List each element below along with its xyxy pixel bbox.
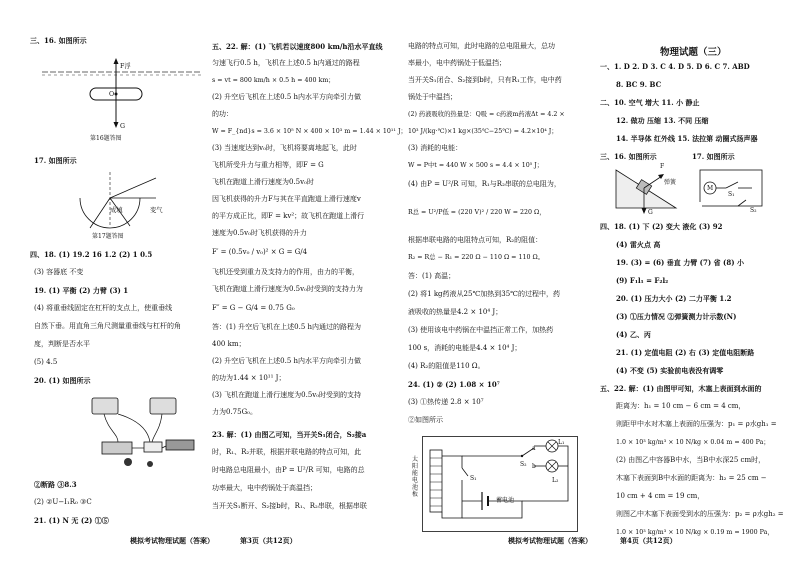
answers-line-18: 则距甲中水对木塞上表面的压强为：p₁ = ρ水gh₁ = [616,420,777,428]
answers-line-3: 二、10. 空气 增大 11. 小 静止 [600,98,700,107]
answers-line-12: (3) ①压力情况 ②弹簧测力计示数(N) [616,312,737,321]
left-footer-name: 模拟考试物理试题（答案） [130,536,214,545]
q22-line-19: (2) 升空后飞机在上述0.5 h内水平方向牵引力做 [212,357,362,365]
q18-line-2: (3) 容器底 不变 [34,268,84,276]
q16-heading: 三、16. 如图所示 [30,36,87,45]
q22-line-20: 的功为1.44 × 10¹¹ J； [212,374,286,382]
q23-cont-line-11: 根据串联电路的电阻特点可知，R₂的阻值： [408,236,543,244]
q17-caption: 第17题答图 [92,233,124,240]
answers-line-17: 距离为：h₁ = 10 cm − 6 cm = 4 cm， [616,402,746,410]
q22-line-16: F″ = G − G/4 = 0.75 G₀ [212,304,295,312]
q20-circuit-diagram [88,390,198,474]
answers-line-5: 14. 半导体 红外线 15. 法拉第 动圈式扬声器 [616,134,758,143]
q23-cont-line-8: W = P中t = 440 W × 500 s = 4.4 × 10⁵ J； [408,162,544,169]
answers-line-16: 五、22. 解：(1) 由图甲可知，木塞上表面到水面的 [600,384,762,393]
answers-line-20: (2) 由图乙中容器B中水，当B中水深25 cm时， [616,456,766,464]
answers-line-1: 一、1. D 2. D 3. C 4. D 5. D 6. C 7. ABD [600,62,750,71]
answers-line-6a: 三、16. 如图所示 [600,152,657,161]
answers-line-14: 21. (1) 定值电阻 (2) 右 (3) 定值电阻断路 [616,348,755,357]
q23-cont-line-13: 答：(1) 高温； [408,272,456,280]
answers-line-19: 1.0 × 10³ kg/m³ × 10 N/kg × 0.04 m = 400 Pa； [616,439,770,446]
answers-line-11: 20. (1) 压力大小 (2) 二力平衡 1.2 [616,294,732,303]
q22-line-3: s = vt = 800 km/h × 0.5 h = 400 km； [212,77,335,84]
answers-line-10: (9) F₁l₁ = F₂l₂ [616,276,669,285]
q23-cont-line-17: 100 s，消耗的电能是4.4 × 10⁴ J； [408,344,522,352]
q24-battery-label: 蓄电池 [496,497,515,504]
q24-b-label: b [532,463,536,470]
q17-s1-label: S₁ [728,191,735,198]
answers-line-23: 则图乙中木塞下表面受到水的压强为：p₂ = ρ水gh₂ = [616,510,784,518]
q22-line-9: 飞机在跑道上滑行速度为0.5v₀时 [212,178,314,186]
answers-line-8: (4) 雷火点 高 [616,240,661,249]
answers-line-21: 木塞下表面到B中水面的距离为：h₂ = 25 cm − [616,474,767,482]
q24-line-1: 24. (1) ② (2) 1.08 × 10⁷ [408,380,500,389]
q23-cont-line-6: 10³ J/(kg·℃)×1 kg×(35℃−25℃) = 4.2×10⁴ J； [408,128,558,135]
right-footer-page: 第4页（共12页） [620,536,677,545]
q23-cont-line-9: (4) 由P = U²/R 可知，R₁与R₂串联的总电阻为， [408,180,561,188]
q20-line-1: 20. (1) 如图所示 [34,376,91,385]
q22-line-12: 速度为0.5v₀时飞机获得的升力 [212,229,307,237]
right-page [400,0,800,566]
q23-line-2: 时，R₁、R₂并联，根据并联电路的特点可知，此 [212,448,362,456]
q23-cont-line-4: 锅处于中温挡； [408,93,457,101]
q23-cont-line-10: R总 = U²/P低 = (220 V)² / 220 W = 220 Ω， [408,209,546,216]
q24-s1-label: S₁ [470,475,477,482]
q22-line-17: 答：(1) 升空后飞机在上述0.5 h内通过的路程为 [212,323,362,331]
q22-line-10: 因飞机获得的升力F与其在平直跑道上滑行速度v [212,195,361,203]
q16-buoyancy-label: F浮 [120,63,131,70]
q23-line-4: 功率最大，电中药锅处于高温挡； [212,484,317,492]
q16-incline-diagram [614,164,680,216]
right-footer-name: 模拟考试物理试题（答案） [508,536,592,545]
q16-force-label: F [660,163,665,170]
q21-line-1: 21. (1) N 无 (2) ①⑤ [34,516,109,525]
q24-s2-label: S₂ [520,461,527,468]
answers-line-4: 12. 做功 压缩 13. 不同 压缩 [616,116,709,125]
q20-line-2: ②断路 ③8.3 [34,480,77,489]
q16-center-label: O [109,91,115,98]
answers-line-24: 1.0 × 10³ kg/m³ × 10 N/kg × 0.19 m = 1900 Pa， [616,529,774,536]
q22-line-21: (3) 飞机在跑道上滑行速度为0.5v₀时受到的支持 [212,391,362,399]
q23-cont-line-3: 当开关S₁闭合、S₂接到b时，只有R₁工作，电中药 [408,76,562,84]
q23-cont-line-15: 液吸收的热量是4.2 × 10⁴ J； [408,308,503,316]
q22-line-2: 匀速飞行0.5 h，飞机在上述0.5 h内通过的路程 [212,59,360,67]
q22-line-18: 400 km； [212,340,246,348]
q22-line-1: 五、22. 解：(1) 飞机若以速度800 km/h沿水平直线 [212,42,383,51]
q17-label-2: 变气 [150,207,163,214]
q19-line-3: 自然下垂。用直角三角尺测量重垂线与杠杆的角 [34,322,181,330]
q22-line-11: 的平方成正比，即F = kv²；故飞机在跑道上滑行 [212,212,365,220]
q19-line-5: (5) 4.5 [34,358,58,366]
q22-line-8: 飞机所受升力与重力相等，即F = G [212,161,324,169]
q24-l2-label: L₂ [552,477,559,484]
q23-cont-line-16: (3) 使用该电中药锅在中温挡正常工作，加热药 [408,326,554,334]
q22-line-4: (2) 升空后飞机在上述0.5 h内水平方向牵引力做 [212,93,362,101]
answers-line-6b: 17. 如图所示 [692,152,735,161]
q23-cont-line-12: R₂ = R总 − R₁ = 220 Ω − 110 Ω = 110 Ω。 [408,254,544,261]
q24-line-3: ②如图所示 [408,416,443,424]
q17-motor-label: M [707,185,714,192]
answers-line-13: (4) 乙、丙 [616,330,651,339]
answers-line-7: 四、18. (1) 下 (2) 变大 液化 (3) 92 [600,222,723,231]
q22-line-7: (3) 当速度达到v₀时，飞机将要离地起飞，此时 [212,144,357,152]
q23-cont-line-1: 电路的特点可知，此时电路的总电阻最大，总功 [408,42,555,50]
q17-s2-label: S₂ [750,207,757,214]
q22-line-22: 力为0.75G₀。 [212,408,257,416]
left-footer-page: 第3页（共12页） [240,536,297,545]
q24-line-2: (3) ①热传递 2.8 × 10⁷ [408,398,484,406]
q22-line-13: F′ = (0.5v₀ / v₀)² × G = G/4 [212,248,308,256]
q23-cont-line-14: (2) 将1 kg药液从25℃加热到35℃的过程中，药 [408,290,561,298]
q16-g-label: G [648,209,653,216]
answers-line-9: 19. (3) = (6) 垂直 力臂 (7) 省 (8) 小 [616,258,744,267]
answers-line-15: (4) 不变 (5) 实验前电表没有调零 [616,366,724,375]
q20-line-3: (2) ②U−I₁R₀ ③C [34,498,92,506]
q19-line-2: (4) 将重垂线固定在杠杆的支点上，使重垂线 [34,304,173,312]
q16-caption: 第16题答图 [90,135,122,142]
answers-line-22: 10 cm + 4 cm = 19 cm， [616,492,705,500]
q17-heading: 17. 如图所示 [34,156,77,165]
section-title: 物理试题（三） [660,47,727,58]
q23-cont-line-2: 率最小，电中药锅处于低温挡； [408,59,506,67]
q24-a-label: a [532,445,536,452]
q23-line-1: 23. 解：(1) 由图乙可知，当开关S₁闭合，S₂接a [212,430,367,439]
q16-spring-label: 弹簧 [664,179,677,186]
q17-light-diagram [60,168,180,234]
q23-line-3: 时电路总电阻最小，由P = U²/R 可知，电路的总 [212,466,365,474]
q22-line-15: 飞机在跑道上滑行速度为0.5v₀时受到的支持力为 [212,285,363,293]
q24-panel-label: 太阳能电池板 [412,456,419,498]
q24-l1-label: L₁ [558,439,565,446]
q18-line-1: 四、18. (1) 19.2 16 1.2 (2) 1 0.5 [30,250,153,259]
q23-line-5: 当开关S₁断开、S₂接b时，R₁、R₂串联，根据串联 [212,502,367,510]
q23-cont-line-7: (3) 消耗的电能： [408,144,463,152]
q16-gravity-label: G [120,123,126,130]
q23-cont-line-5: (2) 药液吸收的热量是：Q吸 = c药液m药液Δt = 4.2 × [408,111,565,118]
q23-cont-line-18: (4) R₂的阻值是110 Ω。 [408,362,485,370]
q22-line-14: 飞机还受到重力及支持力的作用，由力的平衡， [212,268,359,276]
q19-line-4: 度，判断是否水平 [34,340,90,348]
answers-line-2: 8. BC 9. BC [616,80,662,89]
q22-line-5: 的功： [212,110,233,118]
q22-line-6: W = F_{nd}s = 3.6 × 10⁵ N × 400 × 10³ m = 1.44 × 10¹¹ J； [212,128,407,135]
q17-label-1: 成填 [110,207,123,214]
q19-line-1: 19. (1) 平衡 (2) 力臂 (3) 1 [34,286,129,295]
